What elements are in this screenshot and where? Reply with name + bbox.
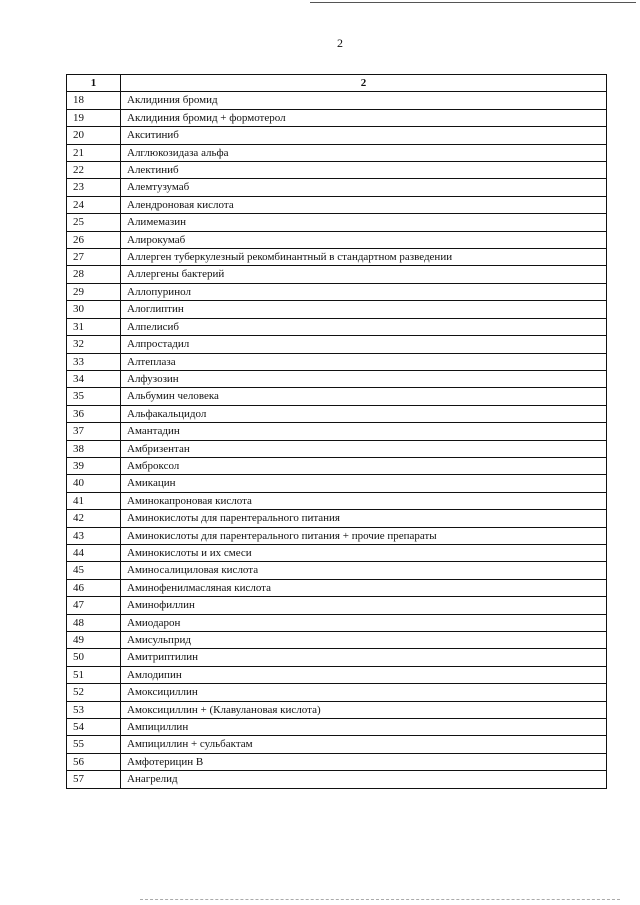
table-row (67, 510, 607, 527)
row-number: 27 (67, 249, 121, 266)
row-drug-name: Аминосалициловая кислота (121, 562, 607, 579)
table-row (67, 336, 607, 353)
column-header-number: 1 (67, 75, 121, 92)
row-number: 39 (67, 457, 121, 474)
table-row (67, 162, 607, 179)
row-drug-name: Алпелисиб (121, 318, 607, 335)
table-row (67, 544, 607, 561)
row-number: 54 (67, 719, 121, 736)
table-row (67, 475, 607, 492)
row-drug-name: Амикацин (121, 475, 607, 492)
row-number: 51 (67, 666, 121, 683)
row-number: 38 (67, 440, 121, 457)
row-number: 46 (67, 579, 121, 596)
row-number: 35 (67, 388, 121, 405)
table-row (67, 457, 607, 474)
row-drug-name: Алоглиптин (121, 301, 607, 318)
row-number: 18 (67, 92, 121, 109)
row-drug-name: Амоксициллин + (Клавулановая кислота) (121, 701, 607, 718)
table-row (67, 440, 607, 457)
table-row (67, 144, 607, 161)
row-drug-name: Амисульприд (121, 632, 607, 649)
row-drug-name: Аллерген туберкулезный рекомбинантный в стандартном разведении (121, 249, 607, 266)
table-row (67, 562, 607, 579)
row-drug-name: Алемтузумаб (121, 179, 607, 196)
table-row (67, 353, 607, 370)
row-number: 43 (67, 527, 121, 544)
table-row (67, 370, 607, 387)
table-row (67, 266, 607, 283)
row-number: 56 (67, 753, 121, 770)
drug-list-table (66, 74, 607, 789)
row-number: 48 (67, 614, 121, 631)
row-drug-name: Алтеплаза (121, 353, 607, 370)
row-number: 50 (67, 649, 121, 666)
row-drug-name: Аклидиния бромид (121, 92, 607, 109)
table-row (67, 492, 607, 509)
row-drug-name: Алглюкозидаза альфа (121, 144, 607, 161)
row-drug-name: Аминофенилмасляная кислота (121, 579, 607, 596)
row-number: 30 (67, 301, 121, 318)
table-row (67, 179, 607, 196)
table-row (67, 632, 607, 649)
row-drug-name: Аминокислоты для парентерального питания + прочие препараты (121, 527, 607, 544)
row-number: 34 (67, 370, 121, 387)
row-drug-name: Аминокислоты и их смеси (121, 544, 607, 561)
row-number: 24 (67, 196, 121, 213)
row-number: 45 (67, 562, 121, 579)
table-row (67, 301, 607, 318)
table-row (67, 527, 607, 544)
header-row (67, 75, 607, 92)
row-drug-name: Амиодарон (121, 614, 607, 631)
table-row (67, 771, 607, 788)
table-row (67, 649, 607, 666)
row-number: 52 (67, 684, 121, 701)
row-number: 41 (67, 492, 121, 509)
table-row (67, 701, 607, 718)
row-drug-name: Аллопуринол (121, 283, 607, 300)
row-number: 22 (67, 162, 121, 179)
row-drug-name: Амброксол (121, 457, 607, 474)
row-drug-name: Алирокумаб (121, 231, 607, 248)
row-drug-name: Алфузозин (121, 370, 607, 387)
row-drug-name: Анагрелид (121, 771, 607, 788)
table-row (67, 92, 607, 109)
table-row (67, 597, 607, 614)
table-row (67, 283, 607, 300)
page-number: 2 (337, 36, 343, 50)
table-row (67, 405, 607, 422)
row-number: 49 (67, 632, 121, 649)
row-drug-name: Амоксициллин (121, 684, 607, 701)
row-drug-name: Акситиниб (121, 127, 607, 144)
row-number: 20 (67, 127, 121, 144)
row-number: 57 (67, 771, 121, 788)
table-header (67, 75, 607, 92)
row-number: 21 (67, 144, 121, 161)
row-drug-name: Альбумин человека (121, 388, 607, 405)
row-drug-name: Ампициллин (121, 719, 607, 736)
row-number: 47 (67, 597, 121, 614)
row-number: 23 (67, 179, 121, 196)
row-number: 19 (67, 109, 121, 126)
row-drug-name: Амитриптилин (121, 649, 607, 666)
row-number: 26 (67, 231, 121, 248)
row-number: 33 (67, 353, 121, 370)
row-number: 36 (67, 405, 121, 422)
row-drug-name: Алендроновая кислота (121, 196, 607, 213)
row-drug-name: Амлодипин (121, 666, 607, 683)
table-row (67, 318, 607, 335)
row-drug-name: Амфотерицин В (121, 753, 607, 770)
row-number: 53 (67, 701, 121, 718)
row-number: 32 (67, 336, 121, 353)
table-row (67, 109, 607, 126)
row-number: 42 (67, 510, 121, 527)
row-number: 55 (67, 736, 121, 753)
row-drug-name: Алимемазин (121, 214, 607, 231)
row-number: 37 (67, 423, 121, 440)
row-drug-name: Аминокислоты для парентерального питания (121, 510, 607, 527)
row-number: 40 (67, 475, 121, 492)
table-row (67, 423, 607, 440)
row-drug-name: Аминофиллин (121, 597, 607, 614)
table-row (67, 753, 607, 770)
table-row (67, 719, 607, 736)
table-row (67, 249, 607, 266)
row-number: 31 (67, 318, 121, 335)
row-number: 44 (67, 544, 121, 561)
row-number: 28 (67, 266, 121, 283)
column-header-name: 2 (121, 75, 607, 92)
table-row (67, 231, 607, 248)
row-drug-name: Аллергены бактерий (121, 266, 607, 283)
row-drug-name: Алпростадил (121, 336, 607, 353)
table-row (67, 579, 607, 596)
row-drug-name: Амантадин (121, 423, 607, 440)
table-row (67, 388, 607, 405)
row-drug-name: Алектиниб (121, 162, 607, 179)
bottom-scan-marks (140, 899, 620, 900)
table-row (67, 127, 607, 144)
row-drug-name: Ампициллин + сульбактам (121, 736, 607, 753)
row-drug-name: Аминокапроновая кислота (121, 492, 607, 509)
table-body (67, 92, 607, 788)
top-rule (310, 2, 636, 3)
row-drug-name: Альфакальцидол (121, 405, 607, 422)
row-drug-name: Амбризентан (121, 440, 607, 457)
table-row (67, 614, 607, 631)
row-number: 25 (67, 214, 121, 231)
table-row (67, 196, 607, 213)
table-row (67, 214, 607, 231)
table-row (67, 736, 607, 753)
table-row (67, 684, 607, 701)
row-number: 29 (67, 283, 121, 300)
row-drug-name: Аклидиния бромид + формотерол (121, 109, 607, 126)
table-row (67, 666, 607, 683)
